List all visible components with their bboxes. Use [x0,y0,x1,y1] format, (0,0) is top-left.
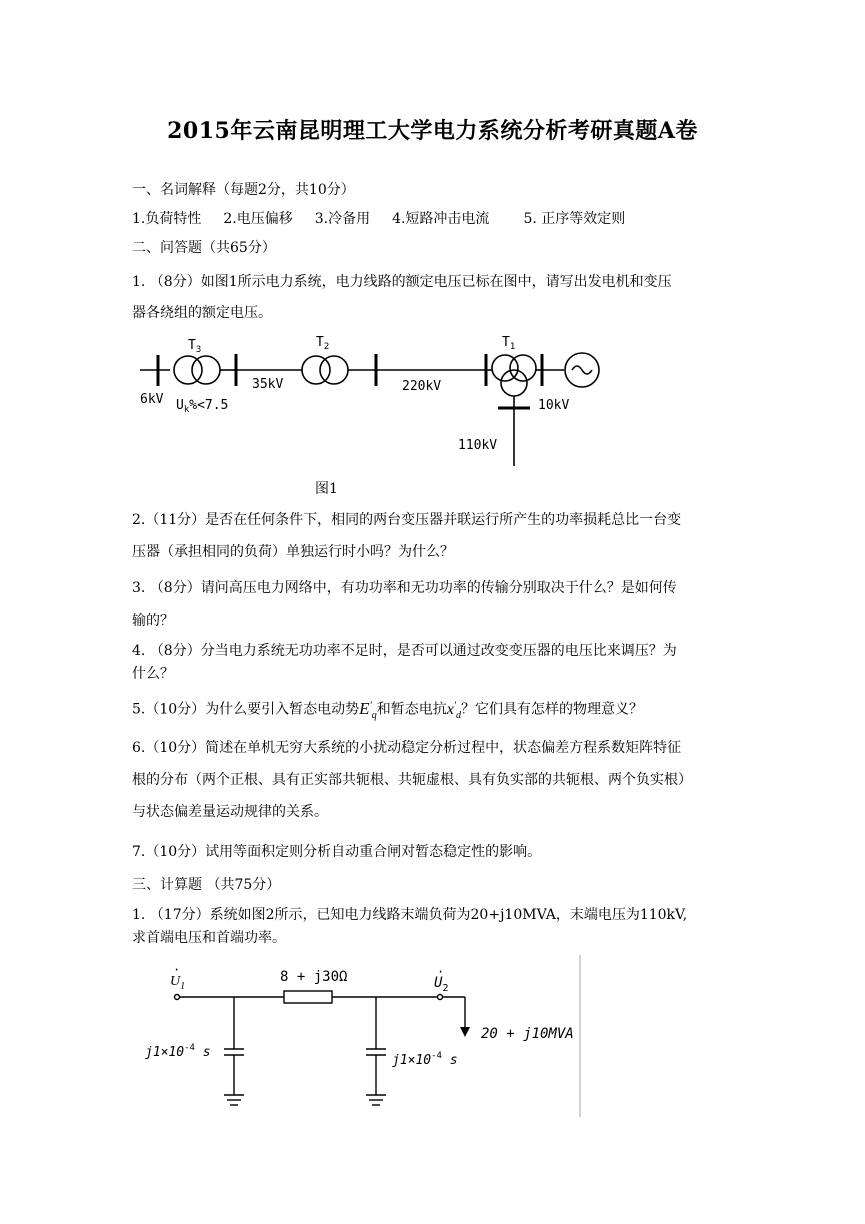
transient-reactance-symbol: $x'_d$ [446,700,461,721]
section2-heading: 二、问答题（共65分） [132,240,276,256]
question-2-4-line1: 4. （8分）分当电力系统无功功率不足时，是否可以通过改变变压器的电压比来调压？为 [132,643,677,659]
voltage-6kv-label: 6kV [140,392,164,407]
question-2-1-line2: 器各绕组的额定电压。 [132,305,272,321]
voltage-10kv-label: 10kV [538,398,570,413]
term-list [132,209,742,229]
question-3-1-line1: 1. （17分）系统如图2所示，已知电力线路末端负荷为20+j10MVA，末端电压为110kV, [132,907,688,923]
question-2-3-line1: 3. （8分）请问高压电力网络中，有功功率和无功功率的传输分别取决于什么？是如何传 [132,580,677,596]
term-item: 5. 正序等效定则 [523,211,626,227]
transient-emf-symbol: $E'_q$ [359,698,377,721]
question-2-2-line1: 2.（11分）是否在任何条件下，相同的两台变压器并联运行所产生的功率损耗总比一台变 [132,512,682,528]
section1-heading: 一、名词解释（每题2分，共10分） [132,182,355,198]
question-2-6-line2: 根的分布（两个正根、具有正实部共轭根、共轭虚根、具有负实部的共轭根、两个负实根） [132,772,692,788]
t3-label: $T_3$ [188,338,202,355]
question-2-2-line2: 压器（承担相同的负荷）单独运行时小吗？为什么？ [132,544,454,560]
voltage-35kv-label: 35kV [252,377,284,392]
right-capacitance-label: $j1\times 10^{-4}$ s [392,1051,458,1068]
t2-label: $T_2$ [316,335,330,352]
question-2-3-line2: 输的？ [132,613,174,629]
question-2-5: 5.（10分）为什么要引入暂态电动势$E'_q$和暂态电抗$x'_d$？它们具有怎样的物理意义？ [132,698,643,721]
term-item: 2.电压偏移 [223,211,293,227]
question-2-4-line2: 什么？ [132,666,174,682]
question-2-6-line3: 与状态偏差量运动规律的关系。 [132,804,328,820]
term-item: 3.冷备用 [314,211,371,227]
left-capacitance-label: $j1\times 10^{-4}$ s [145,1043,211,1060]
figure-2-circuit [140,955,590,1120]
u2-label: $U_2$ [434,975,449,994]
impedance-label: 8 + j30Ω [280,969,348,985]
figure-1-diagram [140,328,610,473]
question-2-7: 7.（10分）试用等面积定则分析自动重合闸对暂态稳定性的影响。 [132,844,542,860]
voltage-110kv-label: 110kV [458,438,498,453]
section3-heading: 三、计算题 （共75分） [132,877,281,893]
term-item: 4.短路冲击电流 [392,211,490,227]
uk-label: $U_k\%<7.5$ [176,398,229,415]
question-3-1-line2: 求首端电压和首端功率。 [132,930,286,946]
question-2-6-line1: 6.（10分）简述在单机无穷大系统的小扰动稳定分析过程中，状态偏差方程系数矩阵特征 [132,740,682,756]
u1-label: $U_1$ [170,974,186,992]
question-2-1-line1: 1. （8分）如图1所示电力系统，电力线路的额定电压已标在图中，请写出发电机和变压 [132,274,672,290]
u2-phasor-dot: · [437,965,445,979]
u1-phasor-dot: · [173,963,181,977]
t1-label: $T_1$ [502,335,516,352]
voltage-220kv-label: 220kV [402,379,442,394]
page-title: 2015年云南昆明理工大学电力系统分析考研真题A卷 [167,118,698,144]
figure-1-caption: 图1 [315,481,338,497]
term-item: 1.负荷特性 [132,211,202,227]
load-label: 20 + j10MVA [481,1026,574,1042]
